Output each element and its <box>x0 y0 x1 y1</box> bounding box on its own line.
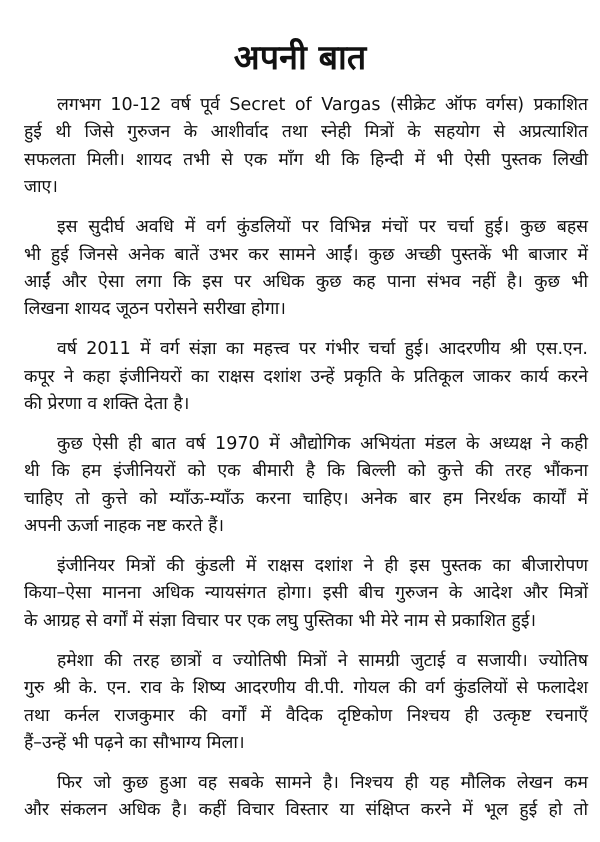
text-line: की प्रेरणा व शक्ति देता है। <box>24 394 190 414</box>
text-line: चाहिए तो कुत्ते को म्याँऊ-म्याँऊ करना चाहिए। अनेक बार हम निरर्थक कार्यों में <box>24 488 588 509</box>
text-line: इस सुदीर्घ अवधि में वर्ग कुंडलियों पर विभिन्न मंचों पर चर्चा हुई। कुछ बहस <box>57 217 588 238</box>
text-line: जाए। <box>24 177 58 198</box>
text-line: लगभग 10-12 वर्ष पूर्व Secret of Vargas (सीक्रेट ऑफ वर्गस) प्रकाशित <box>57 95 588 115</box>
text-line: लिखना शायद जूठन परोसने सरीखा होगा। <box>24 299 286 320</box>
text-line: हुई थी जिसे गुरुजन के आशीर्वाद तथा स्नेही मित्रों के सहयोग से अप्रत्याशित <box>24 122 588 143</box>
text-line: के आग्रह से वर्गों में संज्ञा विचार पर एक लघु पुस्तिका भी मेरे नाम से प्रकाशित हुई। <box>24 610 537 631</box>
text-line: फिर जो कुछ हुआ वह सबके सामने है। निश्चय ही यह मौलिक लेखन कम <box>57 772 588 793</box>
text-line: सफलता मिली। शायद तभी से एक माँग थी कि हिन्दी में भी ऐसी पुस्तक लिखी <box>24 149 588 170</box>
text-line: तथा कर्नल राजकुमार की वर्गों में वैदिक दृष्टिकोण निश्चय ही उत्कृष्ट रचनाएँ <box>24 705 588 726</box>
text-line: भी हुई जिनसे अनेक बातें उभर कर सामने आईं। कुछ अच्छी पुस्तकें भी बाजार में <box>24 244 588 265</box>
text-line: गुरु श्री के. एन. राव के शिष्य आदरणीय वी.पी. गोयल की वर्ग कुंडलियों से फलादेश <box>24 678 588 699</box>
text-line: आईं और ऐसा लगा कि इस पर अधिक कुछ कह पाना संभव नहीं है। कुछ भी <box>24 271 588 292</box>
text-line: हैं–उन्हें भी पढ़ने का सौभाग्य मिला। <box>24 732 245 753</box>
text-line: हमेशा की तरह छात्रों व ज्योतिषी मित्रों ने सामग्री जुटाई व सजायी। ज्योतिष <box>57 650 588 671</box>
text-line: कपूर ने कहा इंजीनियरों का राक्षस दशांश उन्हें प्रकृति के प्रतिकूल जाकर कार्य करने <box>24 366 588 387</box>
text-line: अपनी ऊर्जा नाहक नष्ट करते हैं। <box>24 516 225 537</box>
page-title: अपनी बात <box>233 37 367 78</box>
text-line: थी कि हम इंजीनियरों को एक बीमारी है कि बिल्ली को कुत्ते की तरह भौंकना <box>24 461 588 482</box>
text-line: इंजीनियर मित्रों की कुंडली में राक्षस दशांश ने ही इस पुस्तक का बीजारोपण <box>57 556 588 576</box>
text-line: वर्ष 2011 में वर्ग संज्ञा का महत्त्व पर गंभीर चर्चा हुई। आदरणीय श्री एस.एन. <box>57 339 588 360</box>
text-line: कुछ ऐसी ही बात वर्ष 1970 में औद्योगिक अभियंता मंडल के अध्यक्ष ने कही <box>57 433 588 454</box>
text-line: और संकलन अधिक है। कहीं विचार विस्तार या संक्षिप्त करने में भूल हुई हो तो <box>24 800 588 821</box>
text-line: किया–ऐसा मानना अधिक न्यायसंगत होगा। इसी बीच गुरुजन के आदेश और मित्रों <box>24 583 588 604</box>
